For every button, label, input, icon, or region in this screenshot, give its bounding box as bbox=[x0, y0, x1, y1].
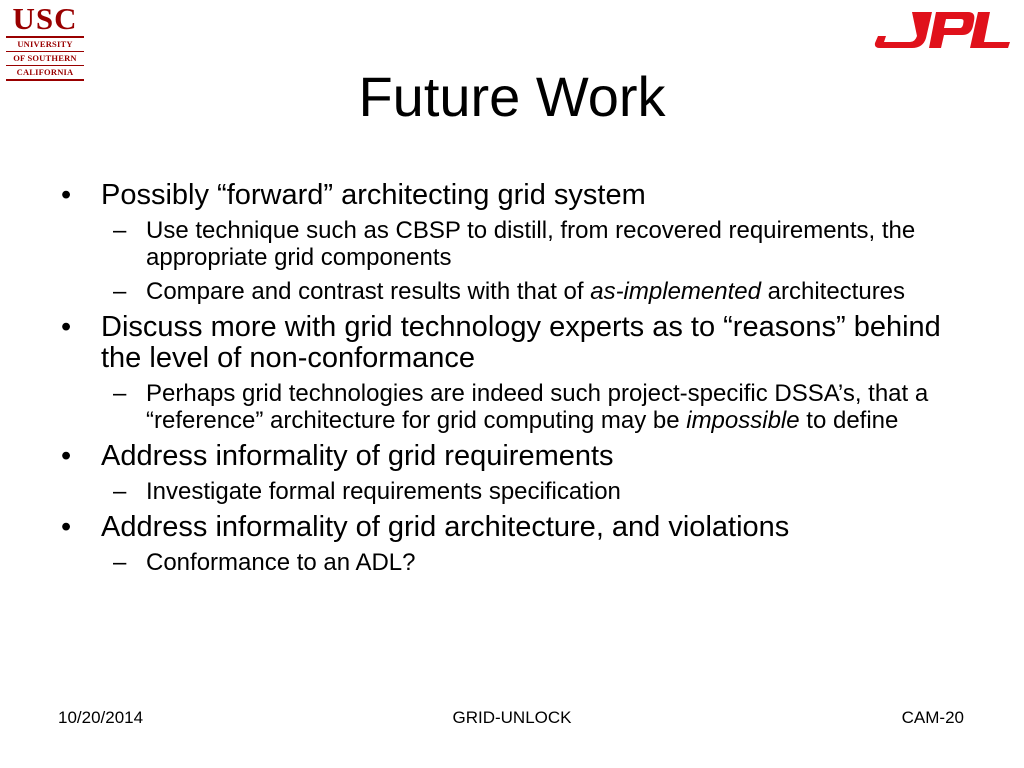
sub-bullet-item bbox=[58, 380, 958, 434]
bullet-marker: • bbox=[61, 179, 72, 211]
bullet-item bbox=[58, 180, 958, 211]
bullet-text: Possibly “forward” architecting grid system bbox=[101, 179, 646, 211]
usc-logo-word: USC bbox=[12, 1, 78, 36]
usc-logo-rule bbox=[6, 51, 84, 52]
footer-page-number: CAM-20 bbox=[901, 708, 964, 727]
usc-logo-line-2: OF SOUTHERN bbox=[13, 53, 77, 63]
bullet-item bbox=[58, 512, 958, 543]
sub-bullet-text: Conformance to an ADL? bbox=[146, 549, 416, 576]
usc-logo-rule bbox=[6, 36, 84, 38]
sub-bullet-text: to define bbox=[799, 407, 899, 434]
sub-bullet-text: Perhaps grid technologies are indeed such project-specific DSSA’s, that a “reference” architecture for grid computing may be bbox=[146, 380, 929, 434]
bullet-marker: • bbox=[61, 440, 72, 472]
bullet-item bbox=[58, 441, 958, 472]
footer-title: GRID-UNLOCK bbox=[452, 708, 572, 727]
sub-bullet-text: Investigate formal requirements specification bbox=[146, 478, 621, 505]
sub-bullet-marker: – bbox=[113, 549, 127, 576]
usc-logo-line-3: CALIFORNIA bbox=[16, 67, 74, 77]
sub-bullet-emphasis: impossible bbox=[686, 407, 800, 434]
sub-bullet-item bbox=[58, 278, 958, 305]
footer-date: 10/20/2014 bbox=[58, 708, 144, 727]
sub-bullet-marker: – bbox=[113, 278, 127, 305]
sub-bullet-item bbox=[58, 217, 958, 271]
sub-bullet-marker: – bbox=[113, 380, 127, 407]
sub-bullet-text: Use technique such as CBSP to distill, from recovered requirements, the appropriate grid components bbox=[146, 217, 916, 271]
sub-bullet-item bbox=[58, 549, 958, 576]
jpl-logo bbox=[872, 8, 1012, 54]
bullet-text: Discuss more with grid technology experts as to “reasons” behind the level of non-conformance bbox=[101, 311, 941, 374]
sub-bullet-text: architectures bbox=[760, 278, 906, 305]
slide-title: Future Work bbox=[358, 65, 666, 128]
sub-bullet-marker: – bbox=[113, 217, 127, 244]
sub-bullet-item bbox=[58, 478, 958, 505]
bullet-text: Address informality of grid requirements bbox=[101, 440, 614, 472]
sub-bullet-emphasis: as-implemented bbox=[590, 278, 761, 305]
usc-logo-line-1: UNIVERSITY bbox=[17, 39, 73, 49]
bullet-text: Address informality of grid architecture, and violations bbox=[101, 511, 790, 543]
bullet-marker: • bbox=[61, 511, 72, 543]
bullet-item bbox=[58, 312, 958, 374]
bullet-list bbox=[58, 180, 958, 583]
bullet-marker: • bbox=[61, 311, 72, 343]
sub-bullet-marker: – bbox=[113, 478, 127, 505]
sub-bullet-text: Compare and contrast results with that of bbox=[146, 278, 591, 305]
